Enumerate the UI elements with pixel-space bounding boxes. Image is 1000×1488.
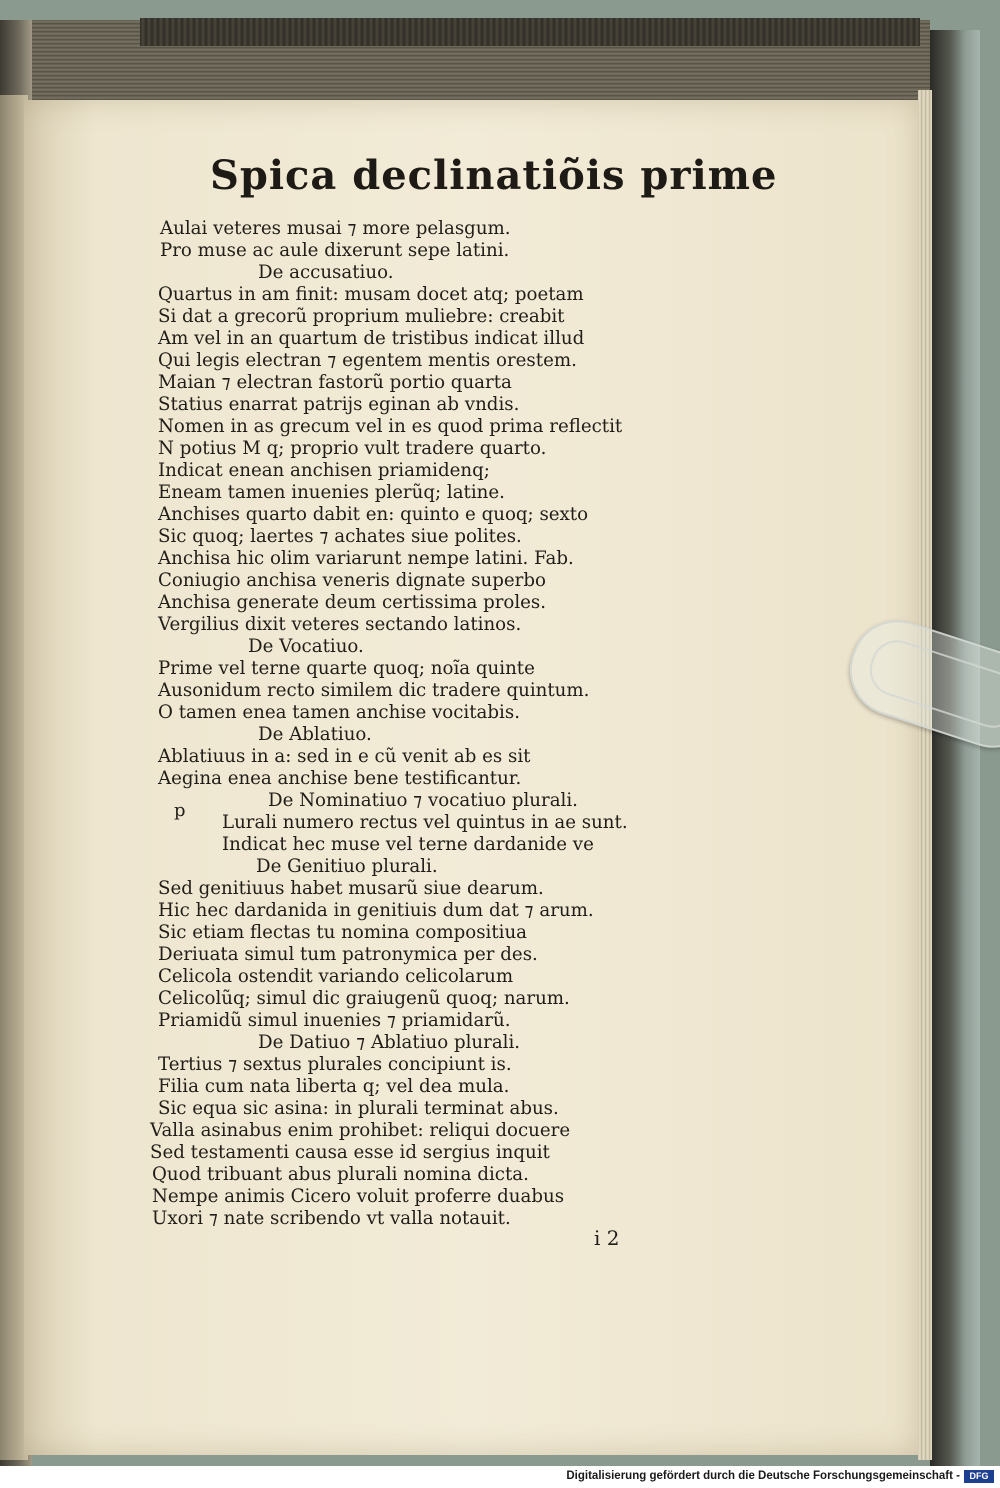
text-line: Vergilius dixit veteres sectando latinos. [158, 614, 522, 635]
text-line: De Ablatiuo. [258, 724, 372, 745]
text-line: Indicat enean anchisen priamidenq; [158, 460, 490, 481]
text-line: Ablatiuus in a: sed in e cũ venit ab es sit [158, 746, 531, 767]
text-line: Tertius ⁊ sextus plurales concipiunt is. [158, 1054, 512, 1075]
dfg-logo: DFG [964, 1470, 994, 1483]
text-line: Nomen in as grecum vel in es quod prima reflectit [158, 416, 623, 437]
text-line: Indicat hec muse vel terne dardanide ve [222, 834, 594, 855]
text-line: Celicola ostendit variando celicolarum [158, 966, 514, 987]
text-line: Maian ⁊ electran fastorũ portio quarta [158, 372, 512, 393]
text-line: De accusatiuo. [258, 262, 394, 283]
text-line: Eneam tamen inuenies plerũq; latine. [158, 482, 505, 503]
text-line: Sed testamenti causa esse id sergius inquit [150, 1142, 550, 1163]
text-line: Aegina enea anchise bene testificantur. [158, 768, 522, 789]
text-line: Sed genitiuus habet musarũ siue dearum. [158, 878, 544, 899]
text-line: De Datiuo ⁊ Ablatiuo plurali. [258, 1032, 521, 1053]
text-line: Valla asinabus enim prohibet: reliqui docuere [150, 1120, 571, 1141]
text-line: Celicolũq; simul dic graiugenũ quoq; narum. [158, 988, 570, 1009]
text-line: Quartus in am finit: musam docet atq; poetam [158, 284, 584, 305]
text-line: De Nominatiuo ⁊ vocatiuo plurali. [268, 790, 578, 811]
text-line: O tamen enea tamen anchise vocitabis. [158, 702, 520, 723]
text-line: Statius enarrat patrijs eginan ab vndis. [158, 394, 520, 415]
text-line: Ausonidum recto similem dic tradere quintum. [158, 680, 590, 701]
text-line: N potius M q; proprio vult tradere quarto. [158, 438, 547, 459]
text-line: Quod tribuant abus plurali nomina dicta. [152, 1164, 529, 1185]
signature-mark: i 2 [594, 1226, 620, 1250]
text-line: De Genitiuo plurali. [256, 856, 438, 877]
text-line: De Vocatiuo. [248, 636, 364, 657]
text-line: Uxori ⁊ nate scribendo vt valla notauit. [152, 1208, 511, 1229]
text-line: Sic etiam flectas tu nomina compositiua [158, 922, 528, 943]
text-line: Coniugio anchisa veneris dignate superbo [158, 570, 546, 591]
text-line: Anchisa generate deum certissima proles. [158, 592, 547, 613]
text-line: Prime vel terne quarte quoq; noĩa quinte [158, 658, 535, 679]
text-line: Pro muse ac aule dixerunt sepe latini. [160, 240, 510, 261]
digitization-credit: Digitalisierung gefördert durch die Deutsche Forschungsgemeinschaft - [566, 1470, 960, 1482]
text-line: Aulai veteres musai ⁊ more pelasgum. [160, 218, 511, 239]
text-line: Deriuata simul tum patronymica per des. [158, 944, 538, 965]
text-line: Am vel in an quartum de tristibus indicat illud [158, 328, 585, 349]
text-line: Hic hec dardanida in genitiuis dum dat ⁊ arum. [158, 900, 594, 921]
text-line: Nempe animis Cicero voluit proferre duabus [152, 1186, 565, 1207]
text-line: Filia cum nata liberta q; vel dea mula. [158, 1076, 510, 1097]
text-line: Priamidũ simul inuenies ⁊ priamidarũ. [158, 1010, 511, 1031]
text-line: Anchises quarto dabit en: quinto e quoq; sexto [158, 504, 589, 525]
text-line: Qui legis electran ⁊ egentem mentis orestem. [158, 350, 577, 371]
text-line: Si dat a grecorũ proprium muliebre: creabit [158, 306, 565, 327]
text-line: Lurali numero rectus vel quintus in ae sunt. [222, 812, 628, 833]
page-title: Spica declinatiõis prime [210, 152, 778, 199]
text-line: Sic equa sic asina: in plurali terminat abus. [158, 1098, 559, 1119]
marginal-initial-letter: p [174, 800, 186, 821]
text-line: Sic quoq; laertes ⁊ achates siue polites. [158, 526, 522, 547]
text-line: Anchisa hic olim variarunt nempe latini. Fab. [158, 548, 574, 569]
